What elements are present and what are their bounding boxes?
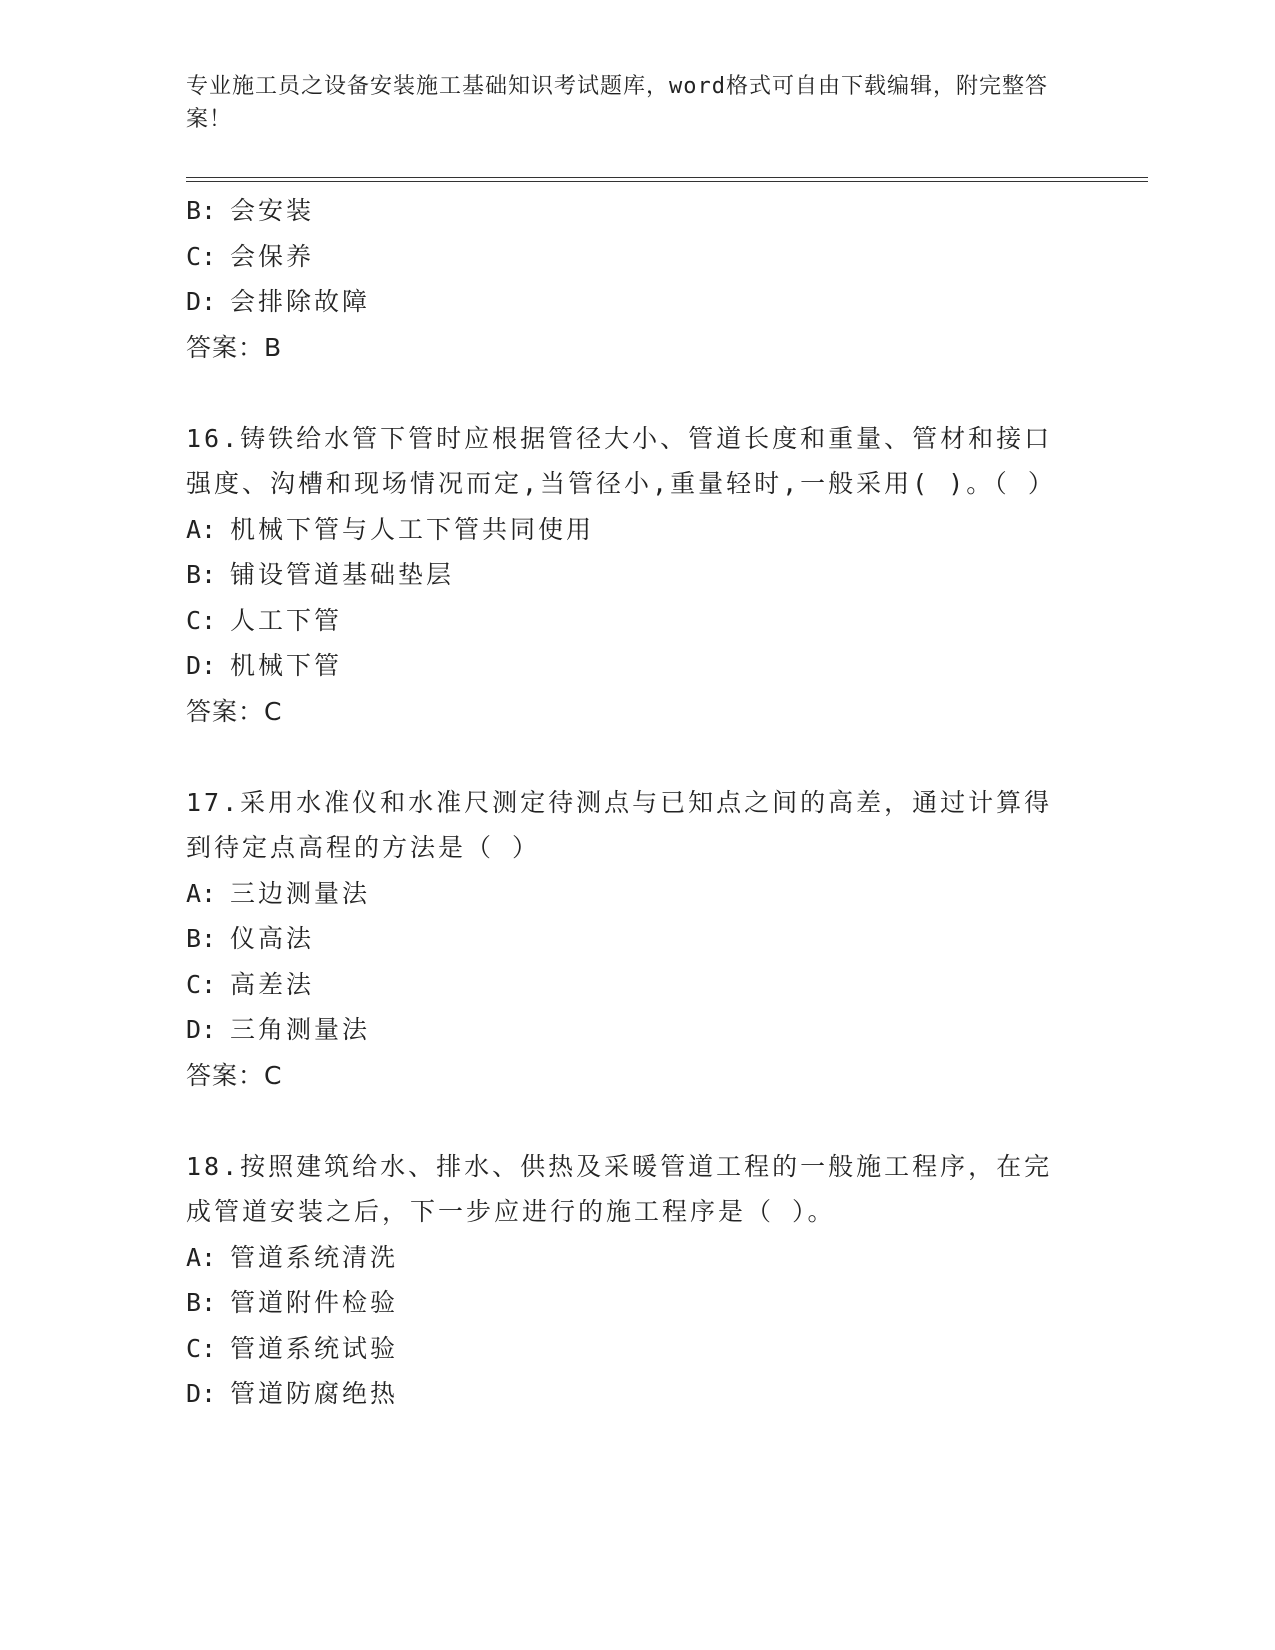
option-c xyxy=(186,962,1086,1008)
option-letter: B: xyxy=(186,924,217,953)
option-letter: C: xyxy=(186,1333,217,1363)
answer-line: 答案：C xyxy=(186,696,283,726)
question-list xyxy=(186,188,1086,1417)
option-b xyxy=(186,188,1086,234)
option-letter: C: xyxy=(186,969,217,999)
option-d xyxy=(186,643,1086,689)
option-d xyxy=(186,1007,1086,1053)
spacer xyxy=(186,734,1086,780)
option-a xyxy=(186,871,1086,917)
option-text: 仪高法 xyxy=(230,924,315,953)
question-stem-17: 17.采用水准仪和水准尺测定待测点与已知点之间的高差，通过计算得到待定点高程的方法是（ ） xyxy=(186,787,1053,862)
spacer xyxy=(186,1098,1086,1144)
option-text: 会保养 xyxy=(230,241,315,271)
option-letter: B: xyxy=(186,1288,217,1317)
option-a xyxy=(186,507,1086,553)
option-letter: A: xyxy=(186,878,217,908)
option-text: 三角测量法 xyxy=(230,1015,371,1044)
option-d xyxy=(186,279,1086,325)
option-b xyxy=(186,916,1086,962)
option-text: 机械下管 xyxy=(230,651,343,680)
header-divider xyxy=(186,177,1148,182)
option-letter: C: xyxy=(186,605,217,635)
option-text: 管道防腐绝热 xyxy=(230,1379,399,1408)
answer-line: 答案：C xyxy=(186,1060,283,1090)
option-letter: D: xyxy=(186,1015,217,1044)
option-c xyxy=(186,1326,1086,1372)
option-text: 高差法 xyxy=(230,969,315,999)
spacer xyxy=(186,370,1086,416)
option-text: 人工下管 xyxy=(230,605,343,635)
option-text: 管道系统清洗 xyxy=(230,1242,399,1272)
option-text: 机械下管与人工下管共同使用 xyxy=(230,514,595,544)
option-letter: B: xyxy=(186,560,217,589)
question-stem-16: 16.铸铁给水管下管时应根据管径大小、管道长度和重量、管材和接口强度、沟槽和现场情况而定,当管径小,重量轻时,一般采用( )。（ ） xyxy=(186,423,1056,498)
option-letter: A: xyxy=(186,514,217,544)
answer-line: 答案：B xyxy=(186,332,283,362)
option-b xyxy=(186,552,1086,598)
option-text: 铺设管道基础垫层 xyxy=(230,560,455,589)
option-letter: D: xyxy=(186,651,217,680)
option-text: 管道附件检验 xyxy=(230,1288,399,1317)
option-text: 会排除故障 xyxy=(230,287,371,316)
question-stem-18: 18.按照建筑给水、排水、供热及采暖管道工程的一般施工程序，在完成管道安装之后，下一步应进行的施工程序是（ ）。 xyxy=(186,1151,1053,1226)
option-b xyxy=(186,1280,1086,1326)
page-header-title: 专业施工员之设备安装施工基础知识考试题库，word格式可自由下载编辑，附完整答案！ xyxy=(186,74,1048,132)
option-letter: C: xyxy=(186,241,217,271)
option-letter: D: xyxy=(186,287,217,316)
option-d xyxy=(186,1371,1086,1417)
option-letter: A: xyxy=(186,1242,217,1272)
option-letter: B: xyxy=(186,196,217,225)
option-c xyxy=(186,598,1086,644)
option-letter: D: xyxy=(186,1379,217,1408)
option-text: 管道系统试验 xyxy=(230,1333,399,1363)
option-text: 三边测量法 xyxy=(230,878,371,908)
option-c xyxy=(186,234,1086,280)
option-a xyxy=(186,1235,1086,1281)
option-text: 会安装 xyxy=(230,196,315,225)
